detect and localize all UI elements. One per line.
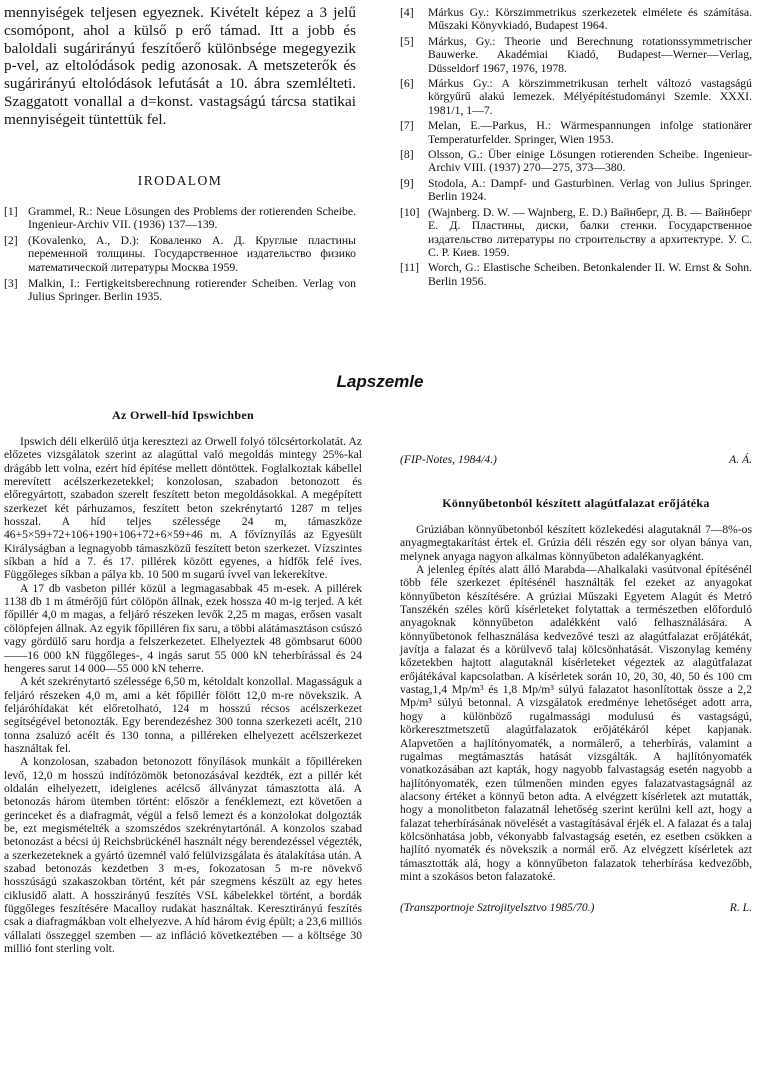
article-paragraph: Ipswich déli elkerülő útja keresztezi az Orwell folyó tölcsértorkolatát. Az előzetes vizsgálatok szerint az alagúttal való megoldás mintegy 25%-kal drágább lett volna, ezért híd építése mellett döntöttek. Foglalkoztak kábellel merevített acélszerkezetekkel; konzolosan, szabadon betonozott és előregyártott, szabadon szerelt feszített beton megoldásokkal. A megépített szerkezet két párhuzamos, feszített beton szekrénytartó 1287 m teljes hosszal. A híd teljes szélessége 24 m, támaszköze 46+5×59+72+106+190+106+72+6×59+46 m. A fővíznyílás az Egyesült Királyságban a legnagyobb támaszközű feszített beton szerkezet. Vízszintes síkban a híd a 7. és 17. pillérek között egyenes, a hídfők felé íves. Függőleges síkban a pálya kb. 10 500 m sugarú ívvel van lekerekítve. <box>4 435 362 582</box>
reference-item <box>400 35 752 75</box>
reference-number: [2] <box>4 233 18 247</box>
source-citation: (Transzportnoje Sztrojityelsztvo 1985/70.) <box>400 901 595 915</box>
reference-item <box>4 205 356 232</box>
reference-item <box>400 261 752 288</box>
reference-text: Grammel, R.: Neue Lösungen des Problems der rotierenden Scheibe. Ingenieur-Archiv VII. (1936) 137—139. <box>28 204 356 232</box>
reference-item <box>400 119 752 146</box>
spacer <box>400 466 752 496</box>
right-bottom-column <box>400 409 752 914</box>
reference-text: Olsson, G.: Über einige Lösungen rotierenden Scheibe. Ingenieur-Archiv VIII. (1937) 270—275, 373—380. <box>428 148 752 175</box>
reference-number: [5] <box>400 34 414 48</box>
article-body <box>4 435 362 955</box>
article-body <box>400 523 752 883</box>
reference-text: (Kovalenko, A., D.): Коваленко А. Д. Круглые пластины переменной толщины. Государственное издательство физико математической литературы Москва 1959. <box>28 233 356 274</box>
article-paragraph: Grúziában könnyűbetonból készített közlekedési alagutaknál 7—8%-os anyagmegtakarítást értek el. Grúzia déli részén egy sor olyan bánya van, melynek anyaga nagyon alkalmas könnyűbeton adalékanyagként. <box>400 523 752 563</box>
reference-item <box>400 177 752 204</box>
reference-text: (Wajnberg. D. W. — Wajnberg, E. D.) Вайнберг, Д. В. — Вайнберг Е. Д. Пластины, диски, балки стенки. Государственное издательство литературы по строительству а архитектуре. У. С. С. Р. Киев. 1959. <box>428 205 752 259</box>
reference-item <box>400 206 752 260</box>
article-paragraph: A 17 db vasbeton pillér közül a legmagasabbak 45 m-esek. A pillérek 1138 db 1 m átmérőjű fúrt cölöpön állnak, ezek hossza 40 m-ig terjed. A két főpillér 4,0 m magas, a feljáró részeken levők 2,25 m magas, erősen vasalt cölöpfejen állnak. Az egyik főpilléren fix saru, a többi alátámasztáson csúszó vagy gördülő saru hordja a felszerkezetet. Elhelyeztek 48 gömbsarut 6000——16 000 kN függőleges-, 4 ingás sarut 55 000 kN teherbírással és 24 hengeres sarut 14 000—55 000 kN teherre. <box>4 581 362 675</box>
reference-text: Worch, G.: Elastische Scheiben. Betonkalender II. W. Ernst & Sohn. Berlin 1956. <box>428 261 752 288</box>
top-right-column <box>400 6 752 290</box>
reference-number: [1] <box>4 204 18 218</box>
article-title: Az Orwell-híd Ipswichben <box>112 408 254 422</box>
reference-text: Márkus Gy.: Körszimmetrikus szerkezetek elmélete és számítása. Műszaki Könyvkiadó, Budapest 1964. <box>428 6 752 33</box>
intro-paragraph: mennyiségek teljesen egyeznek. Kivételt képez a 3 jelű csomópont, ahol a külső p erő támad. Itt a jobb és baloldali sugárirányú feszítőerő különbsége megegyezik p-vel, az eltolódások pedig azonosak. A metszeterők és sugárirányú eltolódások lefutását a 10. ábra szemlélteti. Szaggatott vonallal a d=konst. vastagságú tárcsa statikai mennyiségeit tüntettük fel. <box>4 4 356 128</box>
reference-item <box>400 148 752 175</box>
article-orwell-bridge <box>4 408 362 955</box>
author-initials: R. L. <box>729 901 752 915</box>
reference-number: [3] <box>4 276 18 290</box>
reference-item <box>400 6 752 33</box>
article-paragraph: A két szekrénytartó szélessége 6,50 m, kétoldalt konzollal. Magasságuk a feljáró részeken 4,0 m, ami a két főpillér fölött 12,0 m-re növekszik. A feljáróhídakat két előretolható, 124 m hosszú récsos acélszerkezet segítségével betonozták. Egy berendezéshez 300 tonna szerkezeti acélt, 210 tonna zsaluzó acélt és 130 tonna, a pilléreken elhelyezett acélszerkezet használtak fel. <box>4 675 362 755</box>
article-lightweight-concrete <box>400 496 752 914</box>
reference-text: Malkin, I.: Fertigkeitsberechnung rotierender Scheiben. Verlag von Julius Springer. Berlin 1935. <box>28 276 356 304</box>
reference-number: [8] <box>400 148 414 162</box>
references-list-left <box>4 205 356 304</box>
reference-number: [6] <box>400 77 414 91</box>
reference-number: [7] <box>400 119 414 133</box>
reference-text: Stodola, A.: Dampf- und Gasturbinen. Verlag von Julius Springer. Berlin 1924. <box>428 176 752 204</box>
reference-text: Melan, E.—Parkus, H.: Wärmespannungen infolge stationärer Temperaturfelder. Springer, Wien 1953. <box>428 119 752 146</box>
section-title: Lapszemle <box>336 372 424 391</box>
reference-number: [10] <box>400 205 420 219</box>
reference-number: [11] <box>400 261 420 275</box>
article-paragraph: A jelenleg építés alatt álló Marabda—Ahalkalaki vasútvonal építésénél több féle szerkezet építésénél használták fel ezeket az anyagokat könnyűbeton készítésére. A grúziai Műszaki Egyetem Alagút és Metró Tanszékén széles körű kísérleteket folytattak a természetben előforduló anyagoknak könnyűbeton adalékként való felhasználására. A könnyűbetonok felhasználása kedvezővé teszi az alagútfalazat erőjátékát, javítja a falazat és a körülvevő talaj kölcsönhatását. Viszonylag kemény kőzetekben hajtott alagutaknál kísérleteket végeztek az alagútfalazat erőjátékával kapcsolatban. A kísérletek során 10, 20, 30, 40, 50 és 100 cm vastag,1,4 Mp/m³ és 1,8 Mp/m³ súlyú falazatot hasonlítottak össze a 2,2 Mp/m³ súlyú betonnal. A vizsgálatok eredménye lehetőséget adott arra, hogy a különböző rugalmassági modulusú és vastagságú, körkeresztmetszetű alagútfalazatok erőjátékáról képet kapjanak. Alapvetően a hajlítónyomaték, a normálerő, a teherbírás, valamint a rugalmas megtámasztás hatását vizsgálták. A hajlítónyomaték vonatkozásában azt kapták, hogy nagyobb falvastagság esetén nagyobb a hajlítónyomaték, ezen túlmenően minden egyes falazatvastagságnál az alacsony értéket a könnyű beton adta. A elvégzett kísérletek azt mutatták, hogy a monolitbeton falazatnál lehetőség szerint kerülni kell azt, hogy a falazat teherbírásának növelését a vastagításával érjék el. A falazat és a talaj kölcsönhatása jobb, vékonyabb falvastagság esetén, ez esetben csökken a hajlító nyomaték és növekszik a normál erő. Az elvégzett kísérletek azt támasztották alá, hogy a könnyűbeton falazatok teherbírása kedvezőbb, mint a szokásos beton falazatoké. <box>400 563 752 883</box>
author-initials: A. Á. <box>729 453 752 466</box>
top-left-column <box>4 4 356 306</box>
reference-item <box>4 277 356 304</box>
references-heading: IRODALOM <box>137 172 223 188</box>
reference-number: [9] <box>400 176 414 190</box>
article-paragraph: A konzolosan, szabadon betonozott főnyílások munkáit a főpilléreken levő, 12,0 m hosszú indítózömök betonozásával kezdték, ezt a pillér két oldalán elhelyezett, ideiglenes acélcső állványzat támasztotta alá. A betonozás három ütemben történt: először a fenéklemezt, ezt követően a gerinceket és a diafragmát, végül a felső lemezt és a konzolokat dolgozták be, ezt megismételték a szomszédos szekrénytartónál. A konzolos szabad betonozást a bécsi új Reichsbrückénél használt négy berendezéssel végezték, a szerkezeteknek a gyártó üzemnél való felülvizsgálata és átalakítása után. A szabad betonozás kezdetben 3 m-es, fokozatosan 5 m-re növekvő hosszúságú szakaszokban történt, két pár szegmens készült az egy hetes ciklusidő alatt. A hosszirányú feszítés VSL kábelekkel történt, a bordák függőleges feszítésére Macalloy rudakat használtak. Keresztirányú feszítés csak a diafragmákban volt elhelyezve. A híd három évig épült; a 23,6 milliós vállalati összeggel szemben — az infláció következtében — a költsége 30 millió font sterling volt. <box>4 755 362 956</box>
article-source <box>400 901 752 914</box>
article-source <box>400 453 752 466</box>
article-title: Könnyűbetonból készített alagútfalazat erőjátéka <box>442 496 710 510</box>
reference-item <box>4 234 356 275</box>
reference-text: Márkus Gy.: A körszimmetrikusan terhelt változó vastagságú körgyűrű alakú lemezek. Mélyépítéstudományi Szemle. XXXI. 1981/1, 1—7. <box>428 77 752 117</box>
source-citation: (FIP-Notes, 1984/4.) <box>400 453 497 466</box>
reference-number: [4] <box>400 6 414 19</box>
reference-text: Márkus, Gy.: Theorie und Berechnung rotationssymmetrischer Bauwerke. Akadémiai Kiadó, Budapest—Werner—Verlag, Düsseldorf 1967, 1976, 1978. <box>428 34 752 75</box>
intro-text <box>4 4 356 129</box>
reference-item <box>400 77 752 117</box>
